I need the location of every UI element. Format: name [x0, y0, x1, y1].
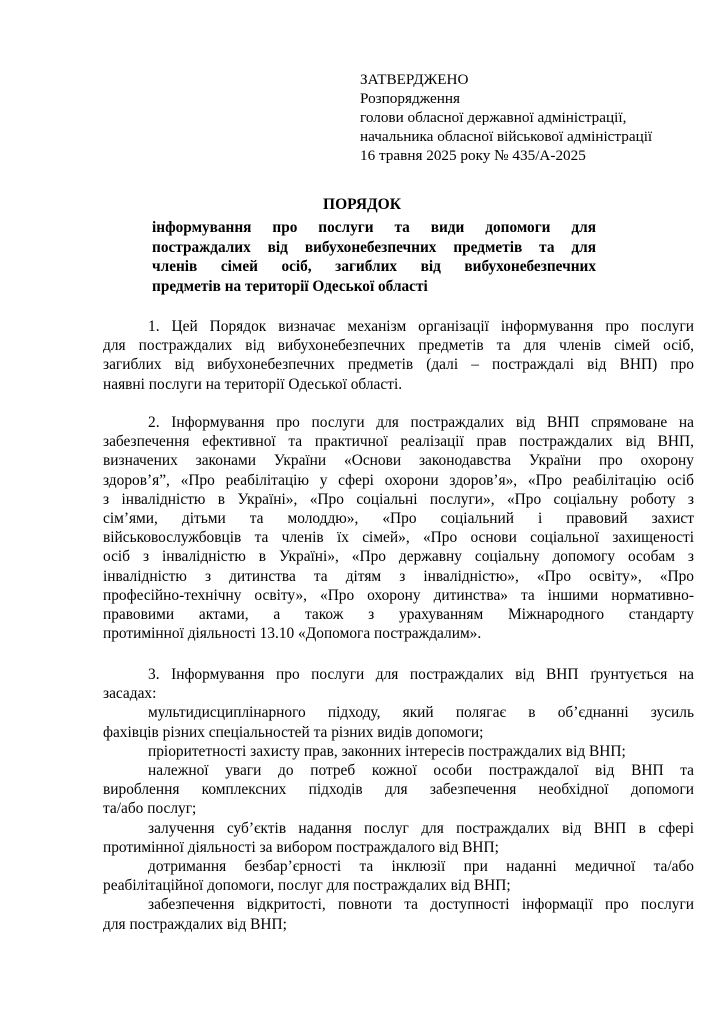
paragraph-line: здоров’я”, «Про реабілітацію у сфері охорони здоров’я», «Про реабілітацію осіб — [103, 471, 694, 489]
paragraph-line: осіб з інвалідністю в Україні», «Про державну соціальну допомогу особам з — [103, 548, 694, 566]
subtitle-line: постраждалих від вибухонебезпечних предметів та для — [152, 238, 596, 256]
principle-line: вироблення комплексних підходів для забезпечення необхідної допомоги — [103, 781, 694, 799]
principle-line: дотримання безбар’єрності та інклюзії при наданні медичної та/або — [148, 858, 694, 876]
paragraph-line: загиблих від вибухонебезпечних предметів (далі – постраждалі від ВНП) про — [103, 356, 694, 374]
approval-line: голови обласної державної адміністрації, — [360, 109, 627, 126]
approval-line: 16 травня 2025 року № 435/А-2025 — [360, 147, 586, 164]
document-subtitle — [152, 218, 596, 296]
approval-line: ЗАТВЕРДЖЕНО — [360, 71, 469, 88]
principle-line: фахівців різних спеціальностей та різних видів допомоги; — [103, 723, 484, 741]
subtitle-line: предметів на території Одеської області — [152, 277, 428, 295]
principle-line: мультидисциплінарного підходу, який полягає в об’єднанні зусиль — [148, 704, 694, 722]
paragraph-line: військовослужбовців та членів їх сімей», «Про основи соціальної захищеності — [103, 529, 694, 547]
paragraph-line: 3. Інформування про послуги для постраждалих від ВНП ґрунтується на — [148, 666, 694, 683]
approval-block — [360, 70, 700, 165]
principle-line: забезпечення відкритості, повноти та доступності інформації про послуги — [148, 896, 694, 914]
subtitle-line: інформування про послуги та види допомоги для — [152, 219, 596, 236]
paragraph-line: для постраждалих від вибухонебезпечних предметів та для членів сімей осіб, — [103, 337, 694, 355]
document-title: ПОРЯДОК — [323, 196, 401, 213]
paragraph-line: інвалідністю з дитинства та дітям з інвалідністю», «Про освіту», «Про — [103, 567, 694, 585]
principle-line: для постраждалих від ВНП; — [103, 915, 287, 933]
paragraph-2 — [103, 413, 694, 643]
approval-line: Розпорядження — [360, 90, 460, 107]
paragraph-line: наявні послуги на території Одеської області. — [103, 375, 403, 393]
paragraph-1 — [103, 317, 694, 394]
subtitle-line: членів сімей осіб, загиблих від вибухонебезпечних — [152, 258, 596, 275]
principle-line: протимінної діяльності за вибором постраждалого від ВНП; — [103, 838, 499, 856]
paragraph-line: визначених законами України «Основи законодавства України про охорону — [103, 452, 694, 470]
paragraph-line: 1. Цей Порядок визначає механізм організації інформування про послуги — [148, 318, 694, 335]
principle-line: належної уваги до потреб кожної особи постраждалої від ВНП та — [148, 762, 694, 780]
paragraph-line: професійно-технічну освіту», «Про охорону дитинства» та іншими нормативно- — [103, 586, 694, 604]
paragraph-line: 2. Інформування про послуги для постраждалих від ВНП спрямоване на — [148, 414, 694, 431]
principle-line: залучення суб’єктів надання послуг для постраждалих від ВНП в сфері — [148, 819, 694, 837]
paragraph-line: правовими актами, а також з урахуванням Міжнародного стандарту — [103, 606, 694, 624]
principle-line: пріоритетності захисту прав, законних інтересів постраждалих від ВНП; — [148, 742, 626, 760]
principle-line: реабілітаційної допомоги, послуг для постраждалих від ВНП; — [103, 877, 511, 895]
paragraph-line: з інвалідністю в Україні», «Про соціальні послуги», «Про соціальну роботу з — [103, 490, 694, 508]
paragraph-line: засадах: — [103, 685, 157, 703]
paragraph-3 — [103, 665, 694, 934]
principle-line: та/або послуг; — [103, 800, 197, 818]
approval-line: начальника обласної військової адміністрації — [360, 128, 653, 145]
paragraph-line: сім’ями, дітьми та молоддю», «Про соціальний і правовий захист — [103, 510, 694, 528]
paragraph-line: протимінної діяльності 13.10 «Допомога постраждалим». — [103, 625, 482, 643]
paragraph-line: забезпечення ефективної та практичної реалізації прав постраждалих від ВНП, — [103, 433, 694, 451]
